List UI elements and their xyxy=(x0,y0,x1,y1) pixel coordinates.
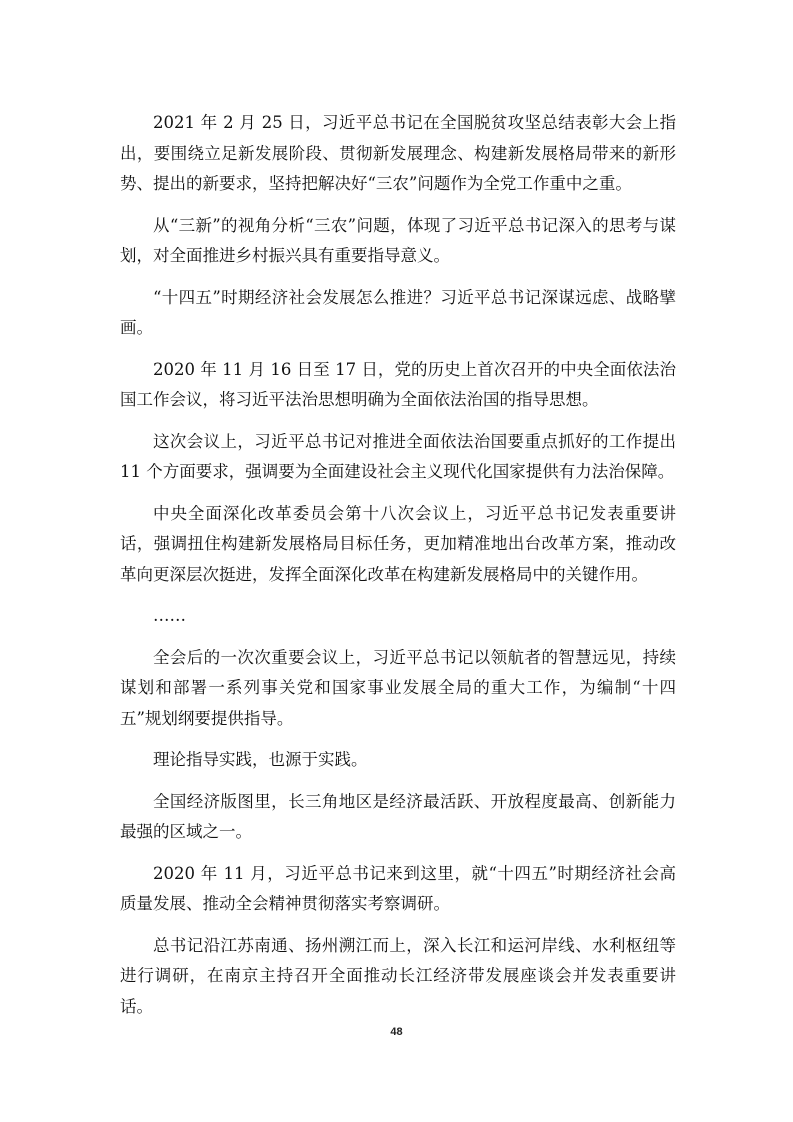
paragraph-10: 全国经济版图里，长三角地区是经济最活跃、开放程度最高、创新能力最强的区域之一。 xyxy=(120,791,676,841)
paragraph-5: 这次会议上，习近平总书记对推进全面依法治国要重点抓好的工作提出 11 个方面要求，强调要为全面建设社会主义现代化国家提供有力法治保障。 xyxy=(120,431,676,481)
paragraph-2: 从“三新”的视角分析“三农”问题，体现了习近平总书记深入的思考与谋划，对全面推进乡村振兴具有重要指导意义。 xyxy=(120,215,676,265)
paragraph-4: 2020 年 11 月 16 日至 17 日，党的历史上首次召开的中央全面依法治国工作会议，将习近平法治思想明确为全面依法治国的指导思想。 xyxy=(120,359,676,409)
paragraph-8: 全会后的一次次重要会议上，习近平总书记以领航者的智慧远见，持续谋划和部署一系列事关党和国家事业发展全局的重大工作，为编制“十四五”规划纲要提供指导。 xyxy=(120,647,676,728)
body-text xyxy=(120,108,676,1022)
paragraph-1: 2021 年 2 月 25 日，习近平总书记在全国脱贫攻坚总结表彰大会上指出，要围绕立足新发展阶段、贯彻新发展理念、构建新发展格局带来的新形势、提出的新要求，坚持把解决好“三农”问题作为全党工作重中之重。 xyxy=(120,113,676,193)
paragraph-6: 中央全面深化改革委员会第十八次会议上，习近平总书记发表重要讲话，强调扭住构建新发展格局目标任务，更加精准地出台改革方案，推动改革向更深层次挺进，发挥全面深化改革在构建新发展格局中的关键作用。 xyxy=(120,503,676,584)
paragraph-12: 总书记沿江苏南通、扬州溯江而上，深入长江和运河岸线、水利枢纽等进行调研，在南京主持召开全面推动长江经济带发展座谈会并发表重要讲话。 xyxy=(120,935,676,1016)
paragraph-11: 2020 年 11 月，习近平总书记来到这里，就“十四五”时期经济社会高质量发展、推动全会精神贯彻落实考察调研。 xyxy=(120,863,676,913)
page-number: 48 xyxy=(390,1026,403,1038)
paragraph-9: 理论指导实践，也源于实践。 xyxy=(153,750,368,769)
ellipsis-paragraph: …… xyxy=(153,606,186,625)
paragraph-3: “十四五”时期经济社会发展怎么推进？习近平总书记深谋远虑、战略擘画。 xyxy=(120,287,676,337)
